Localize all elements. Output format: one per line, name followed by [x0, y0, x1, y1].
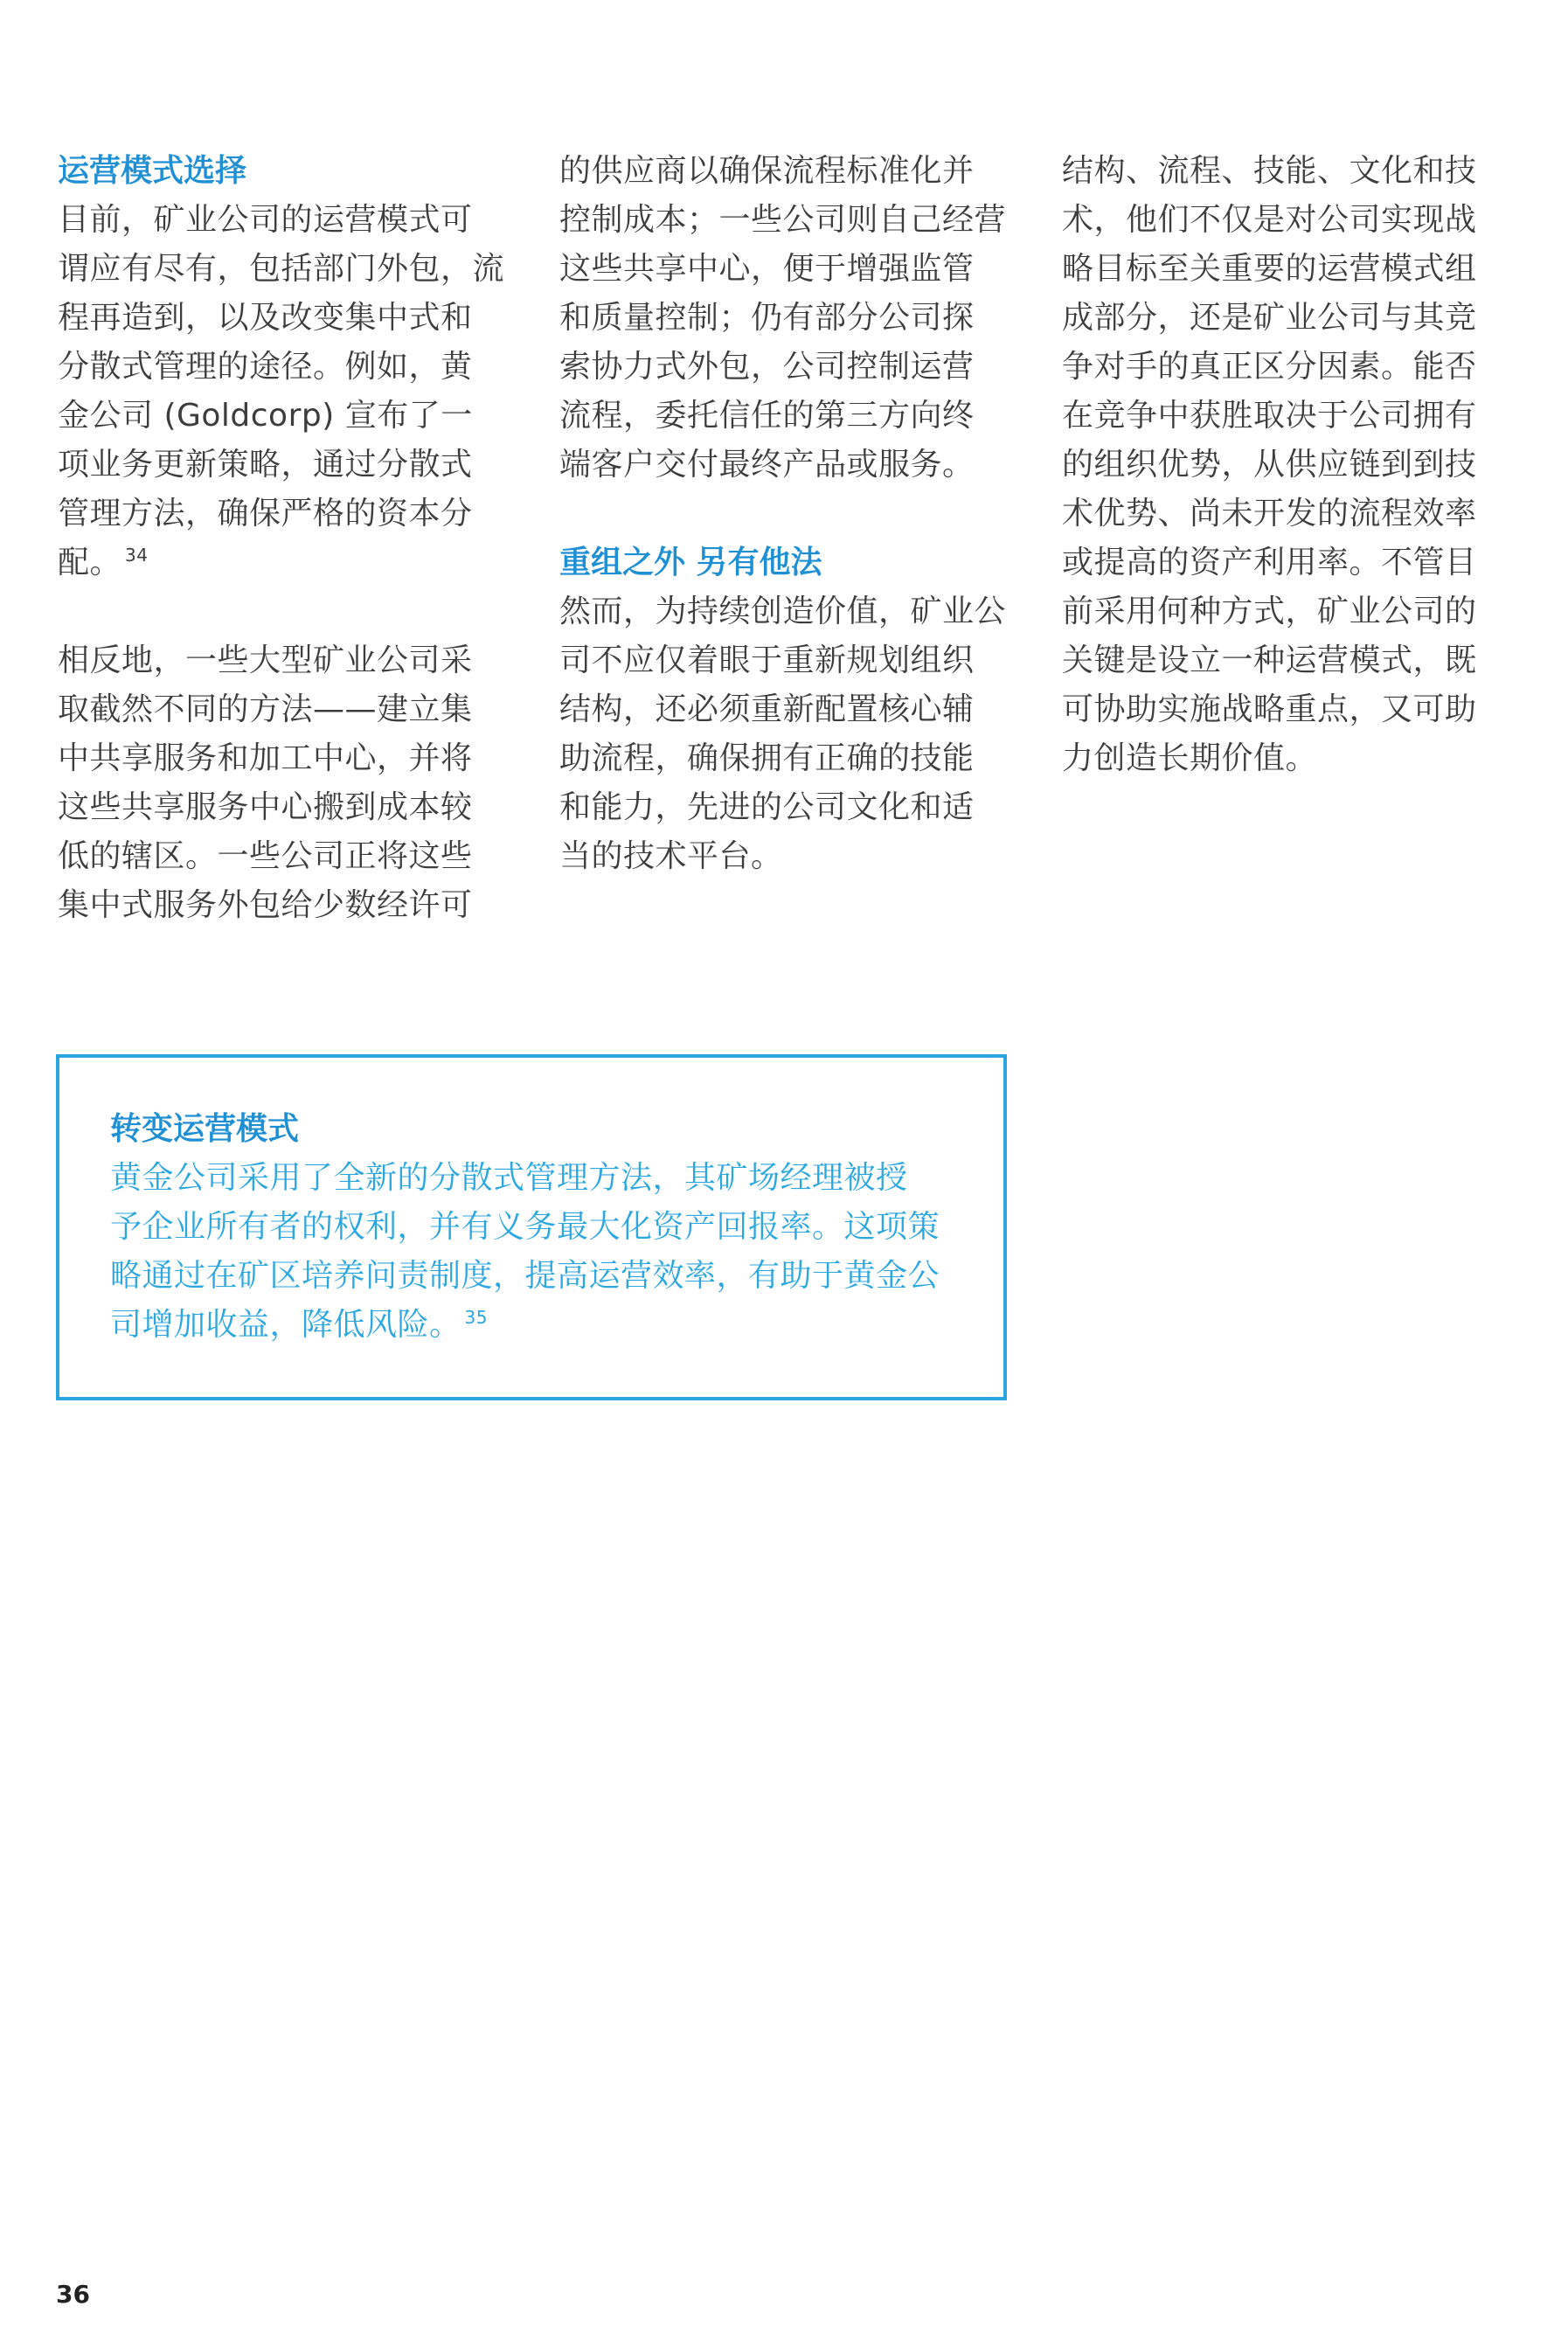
body-line: 可协助实施战略重点，又可助 — [1062, 691, 1477, 727]
body-line: 控制成本；一些公司则自己经营 — [559, 202, 1007, 238]
page-number: 36 — [56, 2280, 90, 2309]
body-line: 中共享服务和加工中心，并将 — [58, 740, 473, 776]
footnote-reference: 35 — [464, 1307, 488, 1328]
callout-line: 予企业所有者的权利，并有义务最大化资产回报率。这项策 — [110, 1209, 940, 1245]
body-line: 低的辖区。一些公司正将这些 — [58, 838, 473, 874]
callout-line-with-footnote — [110, 1301, 968, 1350]
body-line: 然而，为持续创造价值，矿业公 — [559, 594, 1007, 629]
body-line: 索协力式外包，公司控制运营 — [559, 349, 975, 385]
paragraph-gap — [559, 490, 1014, 538]
body-line: 这些共享服务中心搬到成本较 — [58, 789, 473, 825]
body-line: 结构，还必须重新配置核心辅 — [559, 691, 975, 727]
body-line: 这些共享中心，便于增强监管 — [559, 251, 975, 287]
body-line: 结构、流程、技能、文化和技 — [1062, 153, 1477, 189]
body-line: 术优势、尚未开发的流程效率 — [1062, 496, 1477, 531]
body-line: 司不应仅着眼于重新规划组织 — [559, 643, 975, 678]
column-3 — [1062, 147, 1516, 783]
body-line: 在竞争中获胜取决于公司拥有 — [1062, 398, 1477, 434]
body-line: 目前，矿业公司的运营模式可 — [58, 202, 473, 238]
body-line: 取截然不同的方法——建立集 — [58, 691, 473, 727]
body-line: 的供应商以确保流程标准化并 — [559, 153, 975, 189]
section-heading-beyond-restructuring: 重组之外 另有他法 — [559, 545, 822, 580]
body-line: 力创造长期价值。 — [1062, 740, 1318, 776]
callout-content — [110, 1105, 968, 1350]
callout-heading: 转变运营模式 — [110, 1111, 300, 1147]
callout-line: 略通过在矿区培养问责制度，提高运营效率，有助于黄金公 — [110, 1258, 940, 1294]
body-line: 集中式服务外包给少数经许可 — [58, 887, 473, 923]
body-line: 助流程，确保拥有正确的技能 — [559, 740, 975, 776]
column-2 — [559, 147, 1014, 881]
body-line: 当的技术平台。 — [559, 838, 783, 874]
body-line: 程再造到，以及改变集中式和 — [58, 300, 473, 336]
body-line: 略目标至关重要的运营模式组 — [1062, 251, 1477, 287]
body-line: 金公司 (Goldcorp) 宣布了一 — [58, 398, 473, 434]
body-text: 配。 — [58, 545, 122, 580]
body-line: 端客户交付最终产品或服务。 — [559, 447, 975, 483]
body-line: 和能力，先进的公司文化和适 — [559, 789, 975, 825]
body-line: 管理方法，确保严格的资本分 — [58, 496, 473, 531]
body-line: 分散式管理的途径。例如，黄 — [58, 349, 473, 385]
body-line: 谓应有尽有，包括部门外包，流 — [58, 251, 505, 287]
callout-text: 司增加收益，降低风险。 — [110, 1307, 461, 1343]
body-line: 项业务更新策略，通过分散式 — [58, 447, 473, 483]
section-heading-operating-model-choice: 运营模式选择 — [58, 153, 247, 189]
footnote-reference: 34 — [125, 545, 149, 566]
body-line-with-footnote — [58, 538, 512, 587]
body-line: 和质量控制；仍有部分公司探 — [559, 300, 975, 336]
paragraph-gap — [58, 587, 512, 636]
body-line: 流程，委托信任的第三方向终 — [559, 398, 975, 434]
body-line: 或提高的资产利用率。不管目 — [1062, 545, 1477, 580]
column-1 — [58, 147, 512, 930]
body-line: 前采用何种方式，矿业公司的 — [1062, 594, 1477, 629]
body-line: 成部分，还是矿业公司与其竞 — [1062, 300, 1477, 336]
body-line: 的组织优势，从供应链到到技 — [1062, 447, 1477, 483]
body-line: 术，他们不仅是对公司实现战 — [1062, 202, 1477, 238]
callout-box — [56, 1054, 1007, 1400]
body-line: 相反地，一些大型矿业公司采 — [58, 643, 473, 678]
body-line: 关键是设立一种运营模式，既 — [1062, 643, 1477, 678]
body-line: 争对手的真正区分因素。能否 — [1062, 349, 1477, 385]
callout-line: 黄金公司采用了全新的分散式管理方法，其矿场经理被授 — [110, 1160, 908, 1196]
